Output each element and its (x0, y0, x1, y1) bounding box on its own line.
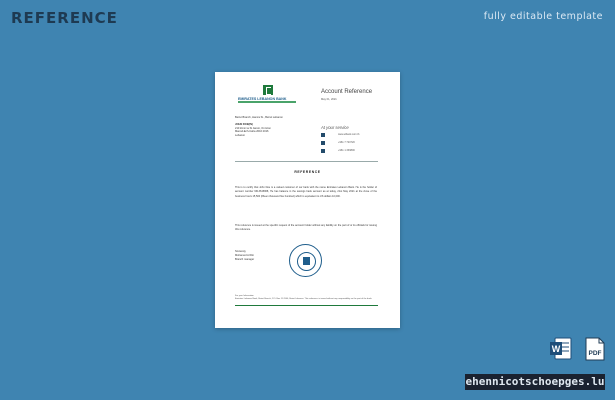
body-paragraph: This is to certify that John Doe is a valued customer of our bank with the name Emirates Lebanon Bank. He is the holder of account number 6313615968, He has balance in the savings bank account as at today, 21st May 2021 at the close of the business hours 15,500 (fifteen thousand five hundred) which is equivalent to US dollars 10,000. (235, 186, 377, 198)
reference-heading: REFERENCE (294, 170, 321, 174)
footer-title: For your Information (235, 295, 254, 297)
signoff-line: Sincerely, (235, 250, 247, 253)
body-paragraph: This reference is issued at the specific request of the account holder without any liability on the part of or its officials for issuing this reference. (235, 224, 377, 232)
pdf-label: PDF (588, 350, 602, 357)
footer-divider (235, 305, 378, 306)
document-title: Account Reference (321, 89, 373, 95)
phone-icon (321, 141, 325, 145)
divider (235, 161, 378, 162)
word-file-icon[interactable] (548, 336, 574, 362)
recipient-line: JOHN DOE(IN) (235, 123, 253, 126)
page-title: REFERENCE (11, 9, 118, 27)
service-heading: At your service (321, 125, 349, 130)
word-label: W (551, 344, 561, 354)
recipient-line: Marouf-Ech-Caha 2016 2016 (235, 130, 269, 134)
pdf-file-icon[interactable] (582, 336, 608, 362)
recipient-line: 210 Zonn ta St Jarooi, On Hton (235, 126, 271, 130)
recipient-block (235, 123, 271, 137)
recipient-line: Lebanon (235, 133, 246, 137)
bank-name-line: EMIRATES LEBANON BANK (238, 97, 287, 101)
service-text: www.elbank.com.lb (338, 133, 360, 136)
page-subtitle: fully editable template (483, 11, 603, 22)
bank-arabic-name (238, 101, 296, 103)
reference-document (215, 72, 400, 328)
service-text: +961 1 339800 (338, 149, 355, 152)
fax-icon (321, 149, 325, 153)
document-date: May 01, 2021 (321, 98, 337, 101)
signoff-line: Branch manager (235, 258, 255, 261)
footer-note (235, 295, 377, 301)
bank-logo-icon (263, 85, 273, 95)
signoff (235, 250, 254, 262)
footer-text: Emirates Lebanon Bank, Beirut Branch, P.O. Box 11-7000, Beirut Lebanon. This reference is issued without any responsibility on the part of the bank. (235, 298, 373, 300)
branch-address: Beirut Branch, Hamra St., Beirut Lebanon (235, 116, 283, 119)
service-text: +961 7 720720 (338, 141, 355, 144)
brand-watermark: ehennicotschoepges.lu (465, 375, 605, 388)
globe-icon (321, 133, 325, 137)
bank-stamp-icon (289, 244, 322, 277)
signoff-line: Mohamed Al Din (235, 254, 255, 257)
